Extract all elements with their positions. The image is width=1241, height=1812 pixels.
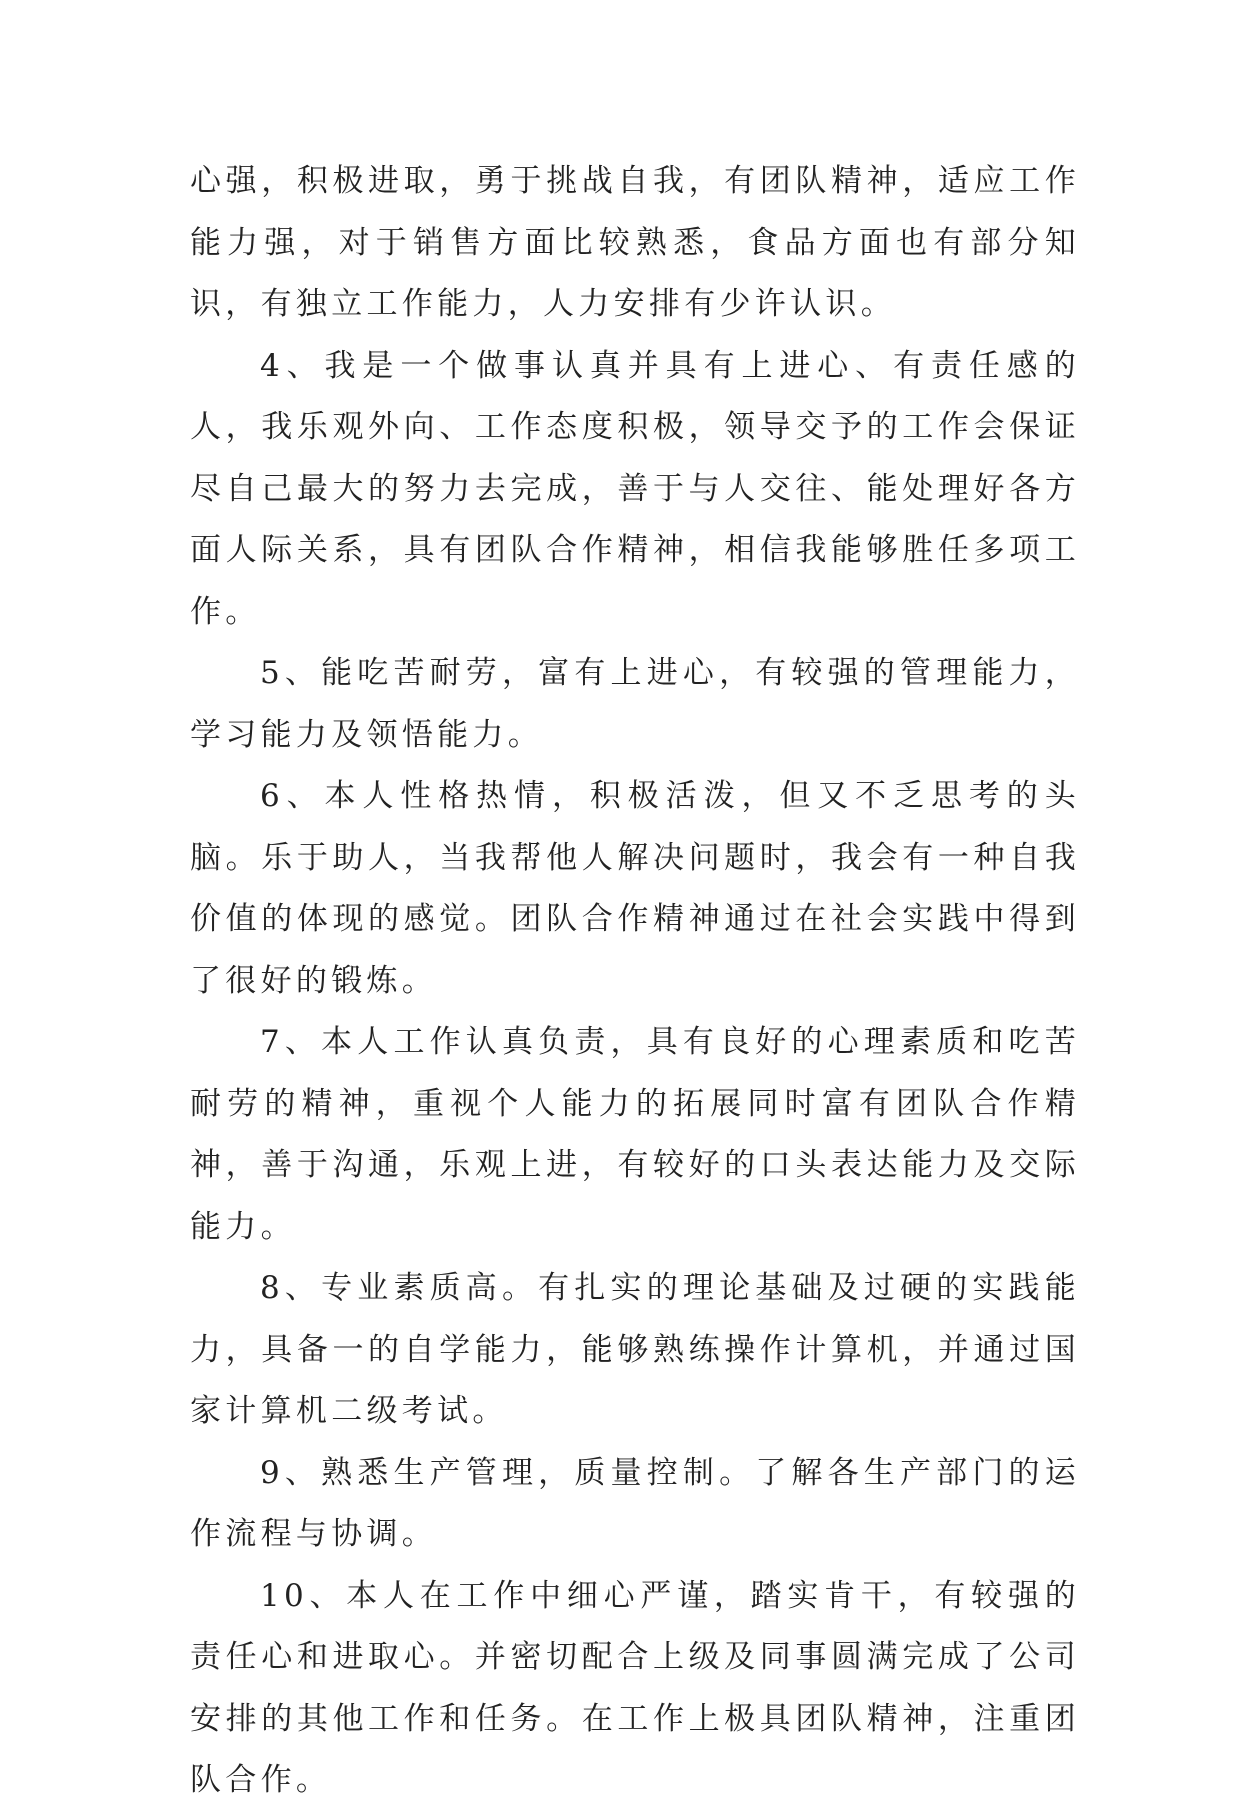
document-body bbox=[190, 151, 1080, 1812]
paragraph-item-5: 5、能吃苦耐劳，富有上进心，有较强的管理能力，学习能力及领悟能力。 bbox=[190, 655, 1080, 753]
paragraph-continuation: 心强，积极进取，勇于挑战自我，有团队精神，适应工作能力强，对于销售方面比较熟悉，食品方面也有部分知识，有独立工作能力，人力安排有少许认识。 bbox=[190, 163, 1080, 322]
paragraph-item-7: 7、本人工作认真负责，具有良好的心理素质和吃苦耐劳的精神，重视个人能力的拓展同时富有团队合作精神，善于沟通，乐观上进，有较好的口头表达能力及交际能力。 bbox=[190, 1024, 1080, 1245]
paragraph-item-4: 4、我是一个做事认真并具有上进心、有责任感的人，我乐观外向、工作态度积极，领导交予的工作会保证尽自己最大的努力去完成，善于与人交往、能处理好各方面人际关系，具有团队合作精神，相信我能够胜任多项工作。 bbox=[190, 347, 1080, 630]
paragraph-item-6: 6、本人性格热情，积极活泼，但又不乏思考的头脑。乐于助人，当我帮他人解决问题时，我会有一种自我价值的体现的感觉。团队合作精神通过在社会实践中得到了很好的锻炼。 bbox=[190, 778, 1080, 999]
paragraph-item-10: 10、本人在工作中细心严谨，踏实肯干，有较强的责任心和进取心。并密切配合上级及同事圆满完成了公司安排的其他工作和任务。在工作上极具团队精神，注重团队合作。 bbox=[190, 1577, 1080, 1798]
paragraph-item-8: 8、专业素质高。有扎实的理论基础及过硬的实践能力，具备一的自学能力，能够熟练操作计算机，并通过国家计算机二级考试。 bbox=[190, 1270, 1080, 1429]
paragraph-item-9: 9、熟悉生产管理，质量控制。了解各生产部门的运作流程与协调。 bbox=[190, 1454, 1080, 1552]
